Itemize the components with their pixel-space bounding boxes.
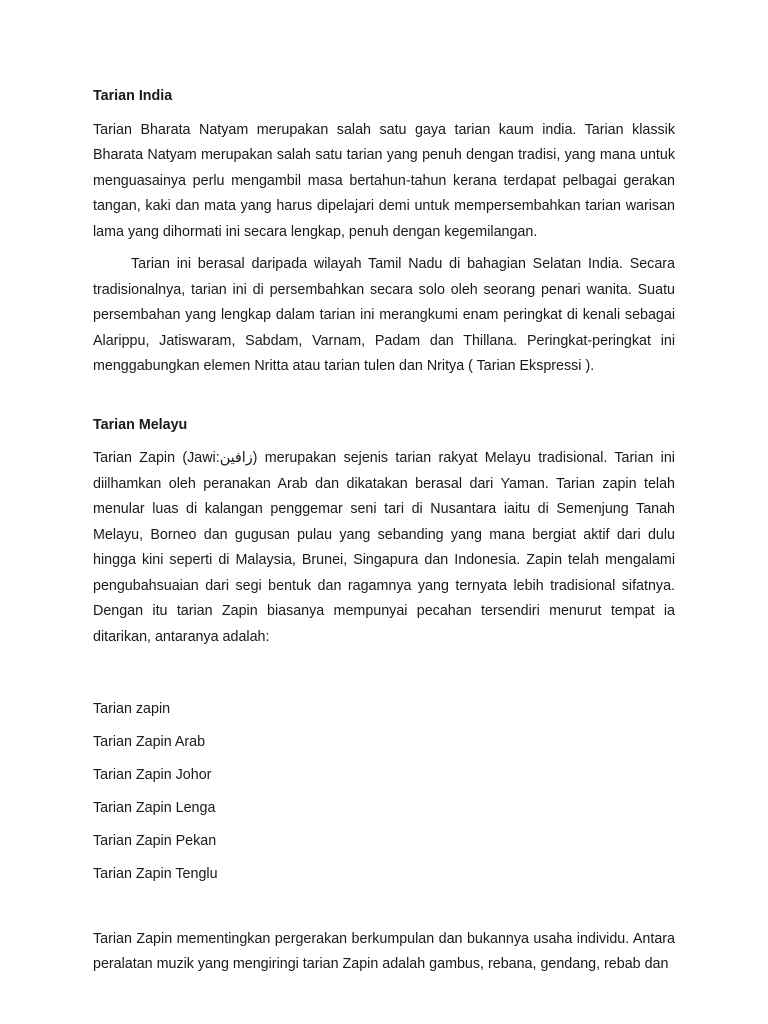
section-heading-india: Tarian India — [93, 88, 173, 104]
list-item: Tarian Zapin Tenglu — [93, 866, 218, 883]
document-page — [93, 84, 675, 985]
section-spacer — [93, 387, 675, 413]
zapin-list — [93, 697, 675, 888]
paragraph-india-2: Tarian ini berasal daripada wilayah Tamil Nadu di bahagian Selatan India. Secara tradisionalnya, tarian ini di persembahkan secara solo oleh seorang penari wanita. Suatu persembahan yang lengkap dalam tarian ini merangkumi enam peringkat di kenali sebagai Alarippu, Jatiswaram, Sabdam, Varnam, Padam dan Thillana. Peringkat-peringkat ini menggabungkan elemen Nritta atau tarian tulen dan Nritya ( Tarian Ekspressi ). — [93, 256, 675, 374]
list-item: Tarian Zapin Arab — [93, 734, 206, 751]
list-item: Tarian Zapin Johor — [93, 767, 212, 784]
paragraph-india-1: Tarian Bharata Natyam merupakan salah satu gaya tarian kaum india. Tarian klassik Bharata Natyam merupakan salah satu tarian yang penuh dengan tradisi, yang mana untuk menguasainya perlu mengambil masa bertahun-tahun kerana terdapat pelbagai gerakan tangan, kaki dan mata yang harus dipelajari demi untuk mempersembahkan tarian warisan lama yang dihormati ini secara lengkap, penuh dengan kegemilangan. — [93, 121, 675, 240]
paragraph-melayu-closing: Tarian Zapin mementingkan pergerakan berkumpulan dan bukannya usaha individu. Antara peralatan muzik yang mengiringi tarian Zapin adalah gambus, rebana, gendang, rebab dan — [93, 930, 675, 973]
list-item: Tarian Zapin Lenga — [93, 800, 216, 817]
paragraph-melayu-1: Tarian Zapin (Jawi:زافين) merupakan sejenis tarian rakyat Melayu tradisional. Tarian ini diilhamkan oleh peranakan Arab dan dikatakan berasal dari Yaman. Tarian zapin telah menular luas di kalangan penggemar seni tari di Nusantara iaitu di Semenjung Tanah Melayu, Borneo dan gugusan pulau yang sebanding yang mana bergiat aktif dari dulu hingga kini seperti di Malaysia, Brunei, Singapura dan Indonesia. Zapin telah mengalami pengubahsuaian dari segi bentuk dan ragamnya yang ternyata lebih tradisional sifatnya. Dengan itu tarian Zapin biasanya mempunyai pecahan tersendiri menurut tempat ia ditarikan, antaranya adalah: — [93, 450, 675, 645]
list-item: Tarian zapin — [93, 701, 171, 717]
section-heading-melayu: Tarian Melayu — [93, 416, 188, 433]
list-item: Tarian Zapin Pekan — [93, 833, 217, 850]
